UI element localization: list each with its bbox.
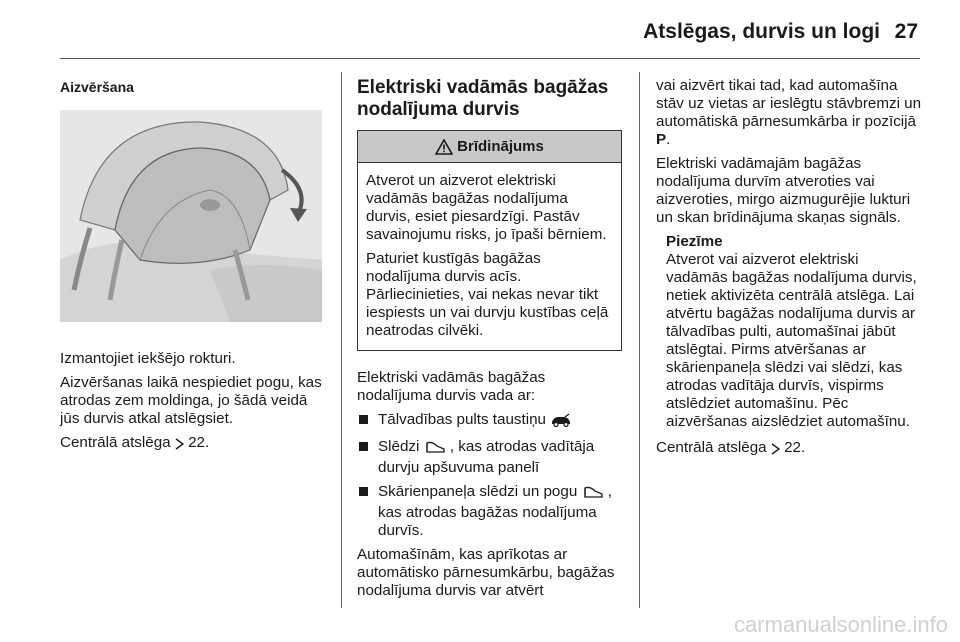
tailgate-icon [424,440,446,459]
left-ref-page: 22. [188,434,210,451]
warning-p2: Paturiet kustīgās bagāžas nodalījuma durvis acīs. Pārliecinieties, vai nekas nevar tikt iespiests un vai durvju kustības ceļā neatrodas cilvēki. [366,250,609,339]
warning-box [357,130,622,351]
section-title-closing: Aizvēršana [60,79,134,95]
left-p2: Aizvēršanas laikā nespiediet pogu, kas atrodas zem moldinga, jo šādā veidā jūs durvis atkal atslēgsiet. [60,374,322,427]
middle-tail: Automašīnām, kas aprīkotas ar automātisko pārnesumkārbu, bagāžas nodalījuma durvis var atvērt [357,546,615,599]
page-header-title: Atslēgas, durvis un logi [643,20,880,43]
list-item [357,483,622,540]
right-p1 [656,77,924,149]
list-item [357,411,622,432]
list-item [357,438,622,477]
car-key-icon [550,413,572,432]
middle-intro: Elektriski vadāmās bagāžas nodalījuma durvis vada ar: [357,369,546,404]
ref-arrow-icon [175,437,184,455]
left-p3 [60,434,328,455]
list-item-text: Tālvadības pults taustiņu [378,411,547,428]
list-item-text-post: , kas atrodas bagāžas nodalījuma durvīs. [378,483,612,539]
right-column [656,77,924,466]
bullet-mark [359,415,368,424]
control-list [357,411,622,540]
right-p2: Elektriski vadāmajām bagāžas nodalījuma durvīm atveroties vai aizveroties, mirgo aizmugurējie lukturi un skan brīdinājuma skaņas signāls. [656,155,911,226]
warning-p1: Atverot un aizverot elektriski vadāmās bagāžas nodalījuma durvis, esiet piesardzīgi. Pastāv savainojumu risks, jo īpaši bērniem. [366,172,607,243]
middle-column [357,77,622,606]
list-item-text: Slēdzi [378,438,420,455]
right-p1-text: vai aizvērt tikai tad, kad automašīna stāv uz vietas ar ieslēgtu stāvbremzi un automātiskā pārnesumkārba ir pozīcijā [656,77,922,130]
watermark: carmanualsonline.info [733,612,948,637]
warning-heading-text: Brīdinājums [457,138,544,155]
list-item-text-post: , kas atrodas vadītāja durvju apšuvuma panelī [378,438,595,476]
list-item-text: Skārienpaneļa slēdzi un pogu [378,483,578,500]
left-column [60,78,328,461]
gear-position-p: P [656,131,667,148]
note-title: Piezīme [666,233,723,250]
note-body: Atverot vai aizverot elektriski vadāmās bagāžas nodalījuma durvis, netiek aktivizēta centrālā atslēga. Lai atvērtu bagāžas nodalījuma durvis ar tālvadības pulti, automašīnai jābūt atslēgtai. Pirms atvēršanas ar skārienpaneļa slēdzi vai slēdzi, kas atrodas vadītāja durvīs, vispirms atslēdziet automašīnu. Pēc aizvēršanas aizslēdziet automašīnu. [666,251,917,430]
left-ref-text: Centrālā atslēga [60,434,171,451]
column-divider-1 [341,72,342,608]
left-p1: Izmantojiet iekšējo rokturi. [60,350,236,367]
right-ref-text: Centrālā atslēga [656,439,767,456]
warning-triangle-icon [435,139,453,155]
ref-arrow-icon [771,442,780,460]
column-divider-2 [639,72,640,608]
right-ref-page: 22. [784,439,806,456]
bullet-mark [359,487,368,496]
warning-heading [358,131,621,163]
section-title-power-tailgate: Elektriski vadāmās bagāžas nodalījuma durvis [357,77,609,120]
note-block [656,233,924,431]
warning-body [358,163,621,350]
tailgate-icon [582,485,604,504]
bullet-mark [359,442,368,451]
tailgate-illustration [60,110,322,322]
right-p3 [656,439,924,460]
page-number: 27 [894,20,918,43]
right-p1-end: . [666,131,671,148]
header-rule [60,58,920,59]
